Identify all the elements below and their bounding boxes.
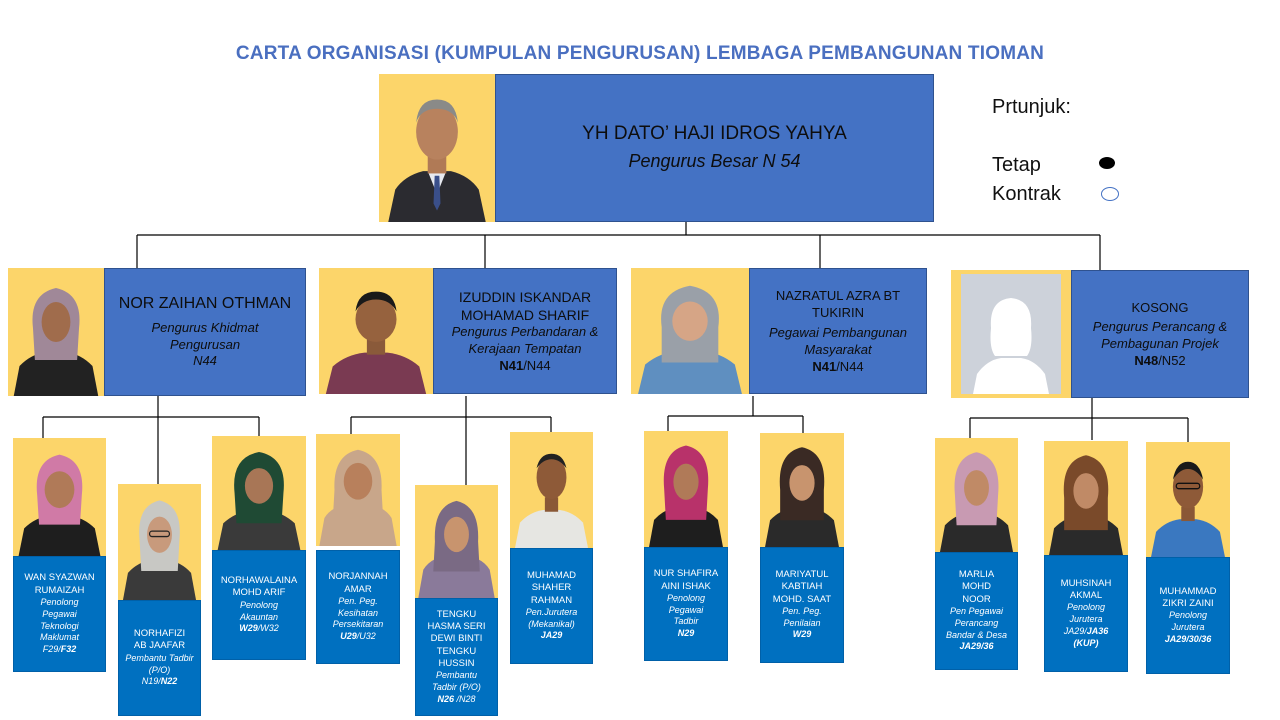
staff-role: Penolong Pegawai Teknologi Maklumat xyxy=(39,597,79,643)
staff-grade: JA29 xyxy=(540,630,563,641)
head-box xyxy=(495,74,934,222)
staff-photo xyxy=(415,485,498,598)
manager-name: NAZRATUL AZRA BT TUKIRIN xyxy=(775,288,901,320)
staff-box xyxy=(935,552,1018,670)
staff-role: Pembantu Tadbir (P/O) xyxy=(432,670,481,693)
staff-role: Penolong Jurutera xyxy=(1066,602,1106,625)
staff-role: Penolong Jurutera xyxy=(1168,610,1208,632)
staff-grade: W29/W32 xyxy=(239,623,279,634)
staff-photo xyxy=(212,436,306,550)
staff-role: Pen Pegawai Perancang Bandar & Desa xyxy=(945,606,1008,640)
manager-role: Pengurus Perbandaran & Kerajaan Tempatan xyxy=(451,324,599,356)
manager-grade: N41/N44 xyxy=(812,358,864,374)
staff-box xyxy=(316,550,400,664)
staff-name: WAN SYAZWAN RUMAIZAH xyxy=(24,572,95,596)
staff-role: Pen. Peg. Kesihatan Persekitaran xyxy=(332,595,384,630)
staff-role: Pen. Peg. Penilaian xyxy=(782,605,822,628)
manager-box xyxy=(433,268,617,394)
head-photo xyxy=(379,74,495,222)
manager-grade: N48/N52 xyxy=(1134,353,1186,369)
staff-photo xyxy=(760,433,844,547)
staff-grade: JA29/30/36 xyxy=(1164,633,1212,644)
staff-grade: F29/F32 xyxy=(42,643,77,654)
manager-photo-placeholder xyxy=(951,270,1071,398)
staff-box xyxy=(415,598,498,716)
staff-grade: N19/N22 xyxy=(141,676,178,687)
staff-box xyxy=(13,556,106,672)
staff-role: Penolong Pegawai Tadbir xyxy=(666,592,706,627)
manager-name: IZUDDIN ISKANDAR MOHAMAD SHARIF xyxy=(458,289,592,323)
manager-grade: N41/N44 xyxy=(499,357,551,373)
manager-box xyxy=(1071,270,1249,398)
head-role: Pengurus Besar N 54 xyxy=(628,151,801,172)
staff-name: TENGKU HASMA SERI DEWI BINTI TENGKU HUSSIN xyxy=(427,608,486,669)
manager-box xyxy=(104,268,306,396)
manager-grade: N44 xyxy=(193,353,217,369)
staff-name: MUHAMMAD ZIKRI ZAINI xyxy=(1159,585,1217,609)
staff-role: Penolong Akauntan xyxy=(239,599,279,622)
chart-title: CARTA ORGANISASI (KUMPULAN PENGURUSAN) LEMBAGA PEMBANGUNAN TIOMAN xyxy=(235,42,1045,64)
staff-name: NORHAWALAINA MOHD ARIF xyxy=(220,575,298,599)
manager-name: NOR ZAIHAN OTHMAN xyxy=(118,294,292,312)
manager-name: KOSONG xyxy=(1131,299,1189,315)
staff-grade: N26 /N28 xyxy=(437,693,476,704)
staff-grade: JA29/JA36 xyxy=(1063,625,1109,636)
legend-item-kontrak: Kontrak xyxy=(992,183,1061,205)
staff-photo xyxy=(510,432,593,548)
staff-name: NORJANNAH AMAR xyxy=(328,571,388,595)
manager-role: Pengurus Perancang & Pembagunan Projek xyxy=(1092,319,1228,352)
staff-photo xyxy=(1146,442,1230,557)
staff-photo xyxy=(644,431,728,547)
staff-name: MARIYATUL KABTIAH MOHD. SAAT xyxy=(772,568,832,605)
legend-item-tetap: Tetap xyxy=(992,154,1041,176)
staff-box xyxy=(118,600,201,716)
staff-photo xyxy=(316,434,400,546)
staff-box xyxy=(644,547,728,661)
manager-role: Pengurus Khidmat Pengurusan xyxy=(151,319,259,352)
staff-box xyxy=(510,548,593,664)
head-name: YH DATO’ HAJI IDROS YAHYA xyxy=(582,123,847,145)
staff-grade: JA29/36 xyxy=(959,641,994,652)
staff-box xyxy=(212,550,306,660)
staff-role: Pen.Jurutera (Mekanikal) xyxy=(525,606,578,629)
legend-open-circle-icon xyxy=(1101,187,1119,201)
staff-note: (KUP) xyxy=(1073,637,1099,648)
staff-role: Pembantu Tadbir (P/O) xyxy=(125,652,194,675)
legend-title: Prtunjuk: xyxy=(992,96,1071,118)
staff-photo xyxy=(118,484,201,600)
staff-box xyxy=(1044,555,1128,672)
manager-box xyxy=(749,268,927,394)
staff-name: NORHAFIZI AB JAAFAR xyxy=(133,628,186,652)
staff-box xyxy=(760,547,844,663)
staff-grade: N29 xyxy=(677,628,695,639)
staff-photo xyxy=(13,438,106,556)
legend-filled-circle-icon xyxy=(1099,157,1115,169)
manager-photo xyxy=(319,268,433,394)
manager-photo xyxy=(8,268,104,396)
manager-role: Pegawai Pembangunan Masyarakat xyxy=(768,324,908,357)
staff-name: MARLIA MOHD NOOR xyxy=(958,569,995,605)
staff-photo xyxy=(935,438,1018,552)
staff-box xyxy=(1146,557,1230,674)
staff-name: MUHAMAD SHAHER RAHMAN xyxy=(526,569,577,606)
staff-grade: W29 xyxy=(792,629,812,640)
staff-name: NUR SHAFIRA AINI ISHAK xyxy=(653,568,719,592)
staff-photo xyxy=(1044,441,1128,555)
staff-name: MUHSINAH AKMAL xyxy=(1060,577,1112,602)
staff-grade: U29/U32 xyxy=(340,631,376,642)
manager-photo xyxy=(631,268,749,394)
